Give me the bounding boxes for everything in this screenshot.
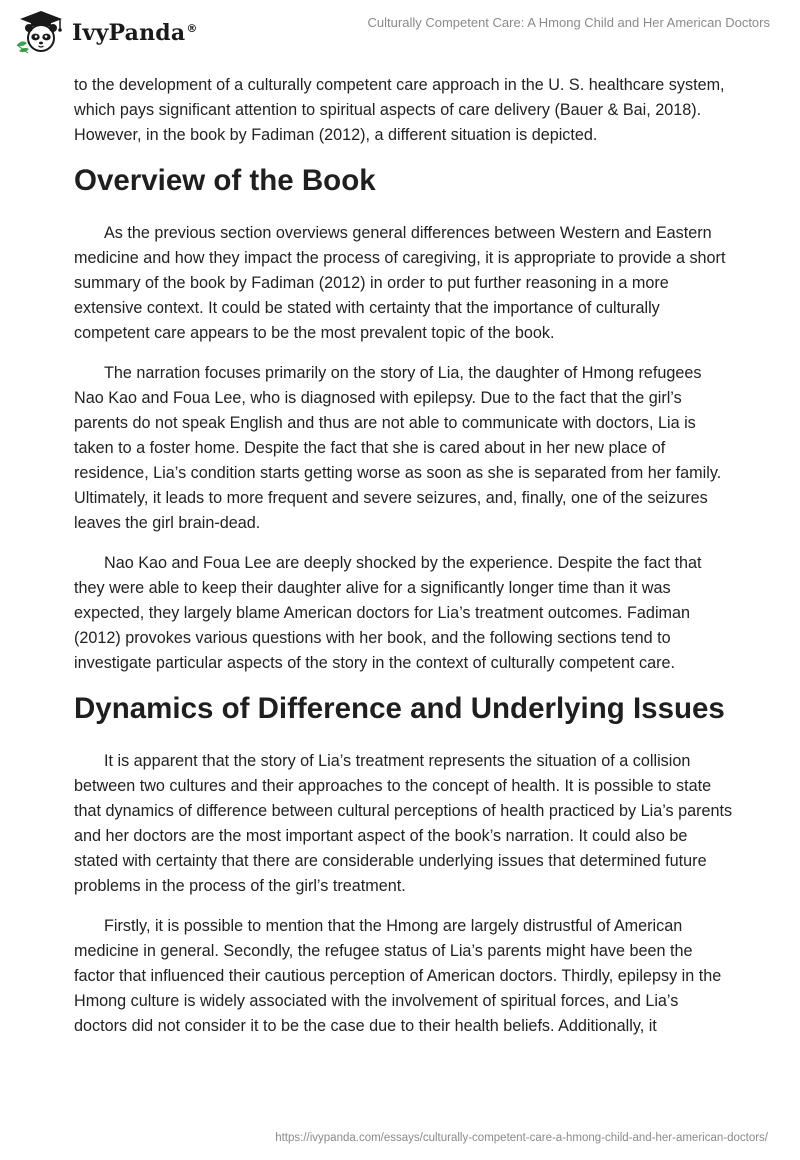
paragraph: It is apparent that the story of Lia’s treatment represents the situation of a collision between two cultures and their approaches to the concept of health. It is possible to state that dynamics of difference between cultural perceptions of health practiced by Lia’s parents and her doctors are the most important aspect of the book’s narration. It could also be stated with certainty that there are considerable underlying issues that determined future problems in the process of the girl’s treatment. (74, 752, 733, 895)
ivypanda-logo[interactable] (14, 9, 198, 55)
paragraph: Nao Kao and Foua Lee are deeply shocked by the experience. Despite the fact that they were able to keep their daughter alive for a significantly longer time than it was expected, they largely blame American doctors for Lia’s treatment outcomes. Fadiman (2012) provokes various questions with her book, and the following sections tend to investigate particular aspects of the story in the context of culturally competent care. (74, 554, 702, 672)
paragraph: Firstly, it is possible to mention that the Hmong are largely distrustful of American medicine in general. Secondly, the refugee status of Lia’s parents might have been the factor that influenced their cautious perception of American doctors. Thirdly, epilepsy in the Hmong culture is widely associated with the involvement of spiritual forces, and Lia’s doctors did not consider it to be the case due to their health beliefs. Additionally, it (74, 917, 722, 1035)
heading-dynamics: Dynamics of Difference and Underlying Issues (74, 692, 725, 725)
logo-wordmark: IvyPanda® (72, 20, 198, 46)
registered-mark: ® (186, 21, 198, 35)
paragraph-continued: to the development of a culturally competent care approach in the U. S. healthcare system, which pays significant attention to spiritual aspects of care delivery (Bauer & Bai, 2018). However, in the book by Fadiman (2012), a different situation is depicted. (74, 76, 725, 144)
source-url-link[interactable]: https://ivypanda.com/essays/culturally-competent-care-a-hmong-child-and-her-american-doctors/ (275, 1132, 768, 1144)
page-header (0, 0, 800, 62)
panda-graduate-icon (14, 9, 68, 55)
document-running-title: Culturally Competent Care: A Hmong Child and Her American Doctors (367, 15, 770, 30)
paragraph: As the previous section overviews general differences between Western and Eastern medicine and how they impact the process of caregiving, it is appropriate to provide a short summary of the book by Fadiman (2012) in order to put further reasoning in a more extensive context. It could be stated with certainty that the importance of culturally competent care appears to be the most prevalent topic of the book. (74, 224, 726, 342)
paragraph: The narration focuses primarily on the story of Lia, the daughter of Hmong refugees Nao Kao and Foua Lee, who is diagnosed with epilepsy. Due to the fact that the girl’s parents do not speak English and thus are not able to communicate with doctors, Lia is taken to a foster home. Despite the fact that she is cared about in her new place of residence, Lia’s condition starts getting worse as soon as she is separated from her family. Ultimately, it leads to more frequent and severe seizures, and, finally, one of the seizures leaves the girl brain-dead. (74, 364, 722, 532)
essay-body (74, 73, 734, 1054)
heading-overview: Overview of the Book (74, 164, 376, 197)
